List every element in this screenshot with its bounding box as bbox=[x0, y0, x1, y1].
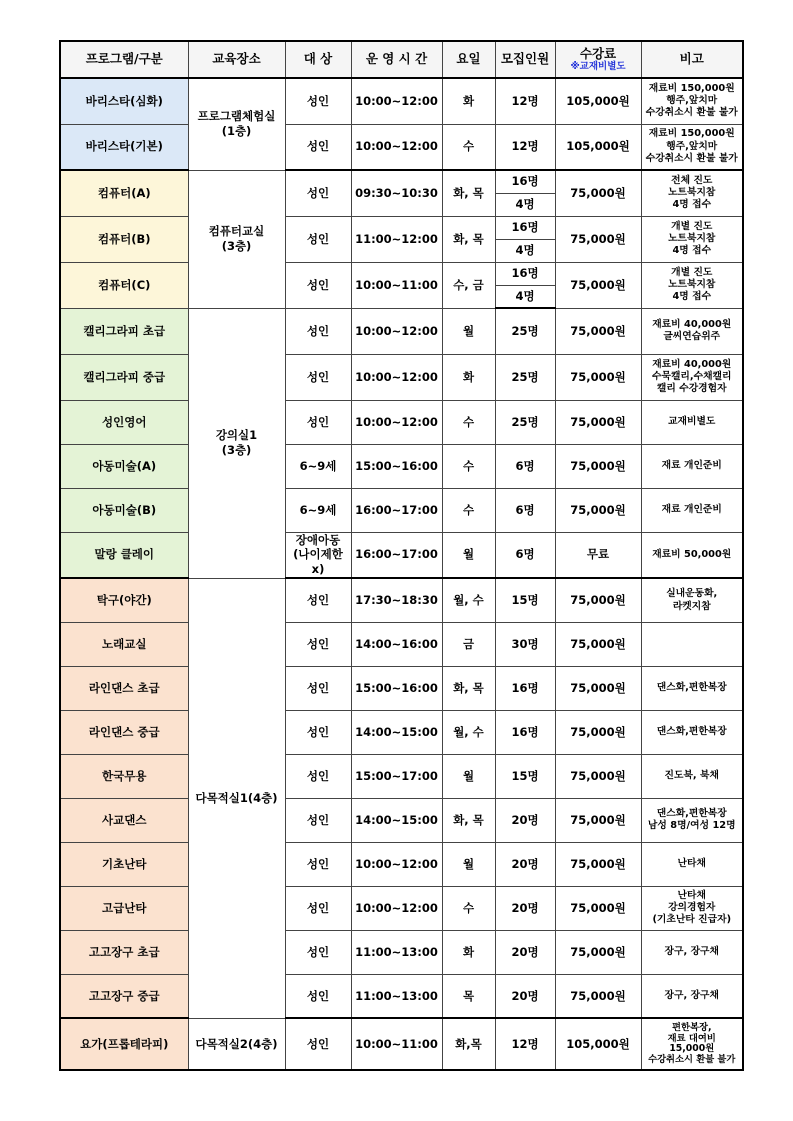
capacity-cell: 12명 bbox=[495, 1018, 555, 1070]
program-name: 컴퓨터(C) bbox=[60, 262, 188, 308]
time-cell: 14:00~15:00 bbox=[351, 798, 442, 842]
table-row bbox=[60, 798, 743, 842]
capacity-cell: 6명 bbox=[495, 532, 555, 578]
table-row bbox=[60, 262, 743, 285]
target-cell: 성인 bbox=[285, 308, 351, 354]
fee-cell: 75,000원 bbox=[555, 754, 641, 798]
day-cell: 화, 목 bbox=[442, 798, 495, 842]
target-cell: 성인 bbox=[285, 170, 351, 216]
header-fee bbox=[555, 41, 641, 78]
table-row bbox=[60, 930, 743, 974]
remarks-cell: 댄스화,편한복장 bbox=[641, 710, 743, 754]
remarks-cell: 재료비 150,000원 행주,앞치마 수강취소시 환불 불가 bbox=[641, 124, 743, 170]
time-cell: 09:30~10:30 bbox=[351, 170, 442, 216]
table-row bbox=[60, 444, 743, 488]
table-header-row bbox=[60, 41, 743, 78]
time-cell: 16:00~17:00 bbox=[351, 488, 442, 532]
fee-cell: 75,000원 bbox=[555, 622, 641, 666]
program-schedule-table bbox=[59, 40, 744, 1071]
time-cell: 14:00~15:00 bbox=[351, 710, 442, 754]
fee-cell: 75,000원 bbox=[555, 578, 641, 622]
target-cell: 성인 bbox=[285, 354, 351, 400]
program-name: 컴퓨터(B) bbox=[60, 216, 188, 262]
target-cell: 성인 bbox=[285, 930, 351, 974]
program-name: 한국무용 bbox=[60, 754, 188, 798]
capacity-cell: 12명 bbox=[495, 124, 555, 170]
remarks-cell: 전체 진도 노트북지참 4명 접수 bbox=[641, 170, 743, 216]
time-cell: 10:00~12:00 bbox=[351, 78, 442, 124]
target-cell: 성인 bbox=[285, 842, 351, 886]
fee-cell: 75,000원 bbox=[555, 710, 641, 754]
capacity-cell: 15명 bbox=[495, 754, 555, 798]
table-row bbox=[60, 754, 743, 798]
day-cell: 화 bbox=[442, 78, 495, 124]
target-cell: 6~9세 bbox=[285, 488, 351, 532]
fee-cell: 75,000원 bbox=[555, 400, 641, 444]
target-cell: 장애아동 (나이제한x) bbox=[285, 532, 351, 578]
target-cell: 성인 bbox=[285, 124, 351, 170]
capacity-cell: 25명 bbox=[495, 400, 555, 444]
fee-cell: 75,000원 bbox=[555, 886, 641, 930]
remarks-cell: 장구, 장구채 bbox=[641, 974, 743, 1018]
table-row bbox=[60, 886, 743, 930]
table-row bbox=[60, 974, 743, 1018]
header-location: 교육장소 bbox=[188, 41, 285, 78]
remarks-cell: 재료비 150,000원 행주,앞치마 수강취소시 환불 불가 bbox=[641, 78, 743, 124]
day-cell: 월, 수 bbox=[442, 578, 495, 622]
day-cell: 월 bbox=[442, 842, 495, 886]
capacity-cell: 16명 bbox=[495, 710, 555, 754]
location-cell: 컴퓨터교실 (3층) bbox=[188, 170, 285, 308]
capacity-cell: 20명 bbox=[495, 886, 555, 930]
day-cell: 수 bbox=[442, 124, 495, 170]
target-cell: 성인 bbox=[285, 78, 351, 124]
day-cell: 화 bbox=[442, 930, 495, 974]
remarks-cell: 교재비별도 bbox=[641, 400, 743, 444]
target-cell: 성인 bbox=[285, 886, 351, 930]
day-cell: 수, 금 bbox=[442, 262, 495, 308]
target-cell: 성인 bbox=[285, 710, 351, 754]
capacity-cell: 20명 bbox=[495, 842, 555, 886]
program-name: 컴퓨터(A) bbox=[60, 170, 188, 216]
remarks-cell: 개별 진도 노트북지참 4명 접수 bbox=[641, 262, 743, 308]
target-cell: 성인 bbox=[285, 974, 351, 1018]
location-cell: 강의실1 (3층) bbox=[188, 308, 285, 578]
capacity-cell: 15명 bbox=[495, 578, 555, 622]
program-name: 요가(프롭테라피) bbox=[60, 1018, 188, 1070]
fee-cell: 무료 bbox=[555, 532, 641, 578]
program-name: 아동미술(B) bbox=[60, 488, 188, 532]
remarks-cell: 댄스화,편한복장 bbox=[641, 666, 743, 710]
program-name: 바리스타(심화) bbox=[60, 78, 188, 124]
capacity-cell: 12명 bbox=[495, 78, 555, 124]
time-cell: 11:00~12:00 bbox=[351, 216, 442, 262]
table-row bbox=[60, 488, 743, 532]
program-name: 고고장구 초급 bbox=[60, 930, 188, 974]
header-day: 요일 bbox=[442, 41, 495, 78]
fee-cell: 105,000원 bbox=[555, 124, 641, 170]
capacity-cell-secondary: 4명 bbox=[495, 285, 555, 308]
day-cell: 수 bbox=[442, 488, 495, 532]
remarks-cell: 실내운동화, 라켓지참 bbox=[641, 578, 743, 622]
capacity-cell: 16명 bbox=[495, 262, 555, 285]
fee-cell: 75,000원 bbox=[555, 488, 641, 532]
time-cell: 15:00~16:00 bbox=[351, 444, 442, 488]
capacity-cell-secondary: 4명 bbox=[495, 239, 555, 262]
fee-cell: 75,000원 bbox=[555, 930, 641, 974]
remarks-cell: 개별 진도 노트북지참 4명 접수 bbox=[641, 216, 743, 262]
remarks-cell: 댄스화,편한복장 남성 8명/여성 12명 bbox=[641, 798, 743, 842]
day-cell: 목 bbox=[442, 974, 495, 1018]
fee-cell: 105,000원 bbox=[555, 1018, 641, 1070]
target-cell: 성인 bbox=[285, 400, 351, 444]
fee-cell: 75,000원 bbox=[555, 974, 641, 1018]
time-cell: 10:00~12:00 bbox=[351, 308, 442, 354]
table-row bbox=[60, 170, 743, 193]
table-row bbox=[60, 666, 743, 710]
fee-cell: 75,000원 bbox=[555, 262, 641, 308]
program-name: 말랑 클레이 bbox=[60, 532, 188, 578]
remarks-cell: 난타채 bbox=[641, 842, 743, 886]
capacity-cell-secondary: 4명 bbox=[495, 193, 555, 216]
table-row bbox=[60, 842, 743, 886]
time-cell: 15:00~16:00 bbox=[351, 666, 442, 710]
target-cell: 6~9세 bbox=[285, 444, 351, 488]
target-cell: 성인 bbox=[285, 622, 351, 666]
header-remarks: 비고 bbox=[641, 41, 743, 78]
day-cell: 금 bbox=[442, 622, 495, 666]
location-cell: 다목적실2(4층) bbox=[188, 1018, 285, 1070]
header-time: 운 영 시 간 bbox=[351, 41, 442, 78]
program-name: 탁구(야간) bbox=[60, 578, 188, 622]
target-cell: 성인 bbox=[285, 666, 351, 710]
fee-cell: 75,000원 bbox=[555, 216, 641, 262]
table-row bbox=[60, 1018, 743, 1070]
fee-cell: 75,000원 bbox=[555, 798, 641, 842]
capacity-cell: 20명 bbox=[495, 930, 555, 974]
time-cell: 17:30~18:30 bbox=[351, 578, 442, 622]
capacity-cell: 30명 bbox=[495, 622, 555, 666]
target-cell: 성인 bbox=[285, 262, 351, 308]
remarks-cell: 재료 개인준비 bbox=[641, 488, 743, 532]
fee-cell: 105,000원 bbox=[555, 78, 641, 124]
program-name: 성인영어 bbox=[60, 400, 188, 444]
fee-cell: 75,000원 bbox=[555, 308, 641, 354]
day-cell: 화, 목 bbox=[442, 170, 495, 216]
day-cell: 화, 목 bbox=[442, 666, 495, 710]
remarks-cell: 재료 개인준비 bbox=[641, 444, 743, 488]
remarks-cell: 재료비 40,000원 글씨연습위주 bbox=[641, 308, 743, 354]
table-row bbox=[60, 532, 743, 578]
table-row bbox=[60, 124, 743, 170]
remarks-cell: 진도북, 북채 bbox=[641, 754, 743, 798]
time-cell: 10:00~12:00 bbox=[351, 886, 442, 930]
header-target: 대 상 bbox=[285, 41, 351, 78]
time-cell: 10:00~11:00 bbox=[351, 1018, 442, 1070]
table-row bbox=[60, 710, 743, 754]
fee-cell: 75,000원 bbox=[555, 170, 641, 216]
remarks-cell: 재료비 50,000원 bbox=[641, 532, 743, 578]
program-name: 캘리그라피 중급 bbox=[60, 354, 188, 400]
target-cell: 성인 bbox=[285, 216, 351, 262]
day-cell: 월 bbox=[442, 754, 495, 798]
table-row bbox=[60, 308, 743, 354]
time-cell: 11:00~13:00 bbox=[351, 930, 442, 974]
table-row bbox=[60, 622, 743, 666]
table-row bbox=[60, 216, 743, 239]
capacity-cell: 20명 bbox=[495, 798, 555, 842]
capacity-cell: 6명 bbox=[495, 488, 555, 532]
program-name: 고급난타 bbox=[60, 886, 188, 930]
time-cell: 16:00~17:00 bbox=[351, 532, 442, 578]
day-cell: 화 bbox=[442, 354, 495, 400]
program-name: 바리스타(기본) bbox=[60, 124, 188, 170]
table-row bbox=[60, 400, 743, 444]
time-cell: 11:00~13:00 bbox=[351, 974, 442, 1018]
time-cell: 10:00~12:00 bbox=[351, 124, 442, 170]
location-cell: 다목적실1(4층) bbox=[188, 578, 285, 1018]
day-cell: 수 bbox=[442, 400, 495, 444]
remarks-cell: 장구, 장구채 bbox=[641, 930, 743, 974]
target-cell: 성인 bbox=[285, 1018, 351, 1070]
time-cell: 10:00~12:00 bbox=[351, 842, 442, 886]
time-cell: 14:00~16:00 bbox=[351, 622, 442, 666]
day-cell: 월 bbox=[442, 532, 495, 578]
time-cell: 10:00~12:00 bbox=[351, 354, 442, 400]
remarks-cell: 편한복장, 재료 대여비 15,000원 수강취소시 환불 불가 bbox=[641, 1018, 743, 1070]
program-name: 노래교실 bbox=[60, 622, 188, 666]
program-name: 라인댄스 초급 bbox=[60, 666, 188, 710]
table-row bbox=[60, 78, 743, 124]
table-row bbox=[60, 578, 743, 622]
day-cell: 월 bbox=[442, 308, 495, 354]
program-name: 기초난타 bbox=[60, 842, 188, 886]
capacity-cell: 25명 bbox=[495, 308, 555, 354]
day-cell: 수 bbox=[442, 886, 495, 930]
time-cell: 10:00~12:00 bbox=[351, 400, 442, 444]
capacity-cell: 20명 bbox=[495, 974, 555, 1018]
day-cell: 화, 목 bbox=[442, 216, 495, 262]
header-program: 프로그램/구분 bbox=[60, 41, 188, 78]
time-cell: 15:00~17:00 bbox=[351, 754, 442, 798]
header-fee-note: ※교재비별도 bbox=[570, 61, 626, 73]
program-name: 사교댄스 bbox=[60, 798, 188, 842]
header-fee-label: 수강료 bbox=[579, 46, 617, 62]
capacity-cell: 25명 bbox=[495, 354, 555, 400]
remarks-cell: 재료비 40,000원 수묵캘리,수채캘리 캘리 수강경험자 bbox=[641, 354, 743, 400]
day-cell: 수 bbox=[442, 444, 495, 488]
capacity-cell: 16명 bbox=[495, 666, 555, 710]
target-cell: 성인 bbox=[285, 754, 351, 798]
capacity-cell: 16명 bbox=[495, 216, 555, 239]
program-name: 캘리그라피 초급 bbox=[60, 308, 188, 354]
capacity-cell: 16명 bbox=[495, 170, 555, 193]
fee-cell: 75,000원 bbox=[555, 354, 641, 400]
program-name: 아동미술(A) bbox=[60, 444, 188, 488]
time-cell: 10:00~11:00 bbox=[351, 262, 442, 308]
day-cell: 화,목 bbox=[442, 1018, 495, 1070]
program-name: 라인댄스 중급 bbox=[60, 710, 188, 754]
location-cell: 프로그램체험실 (1층) bbox=[188, 78, 285, 170]
fee-cell: 75,000원 bbox=[555, 842, 641, 886]
target-cell: 성인 bbox=[285, 798, 351, 842]
remarks-cell: 난타채 강의경험자 (기초난타 진급자) bbox=[641, 886, 743, 930]
day-cell: 월, 수 bbox=[442, 710, 495, 754]
remarks-cell bbox=[641, 622, 743, 666]
capacity-cell: 6명 bbox=[495, 444, 555, 488]
table-row bbox=[60, 354, 743, 400]
fee-cell: 75,000원 bbox=[555, 444, 641, 488]
header-capacity: 모집인원 bbox=[495, 41, 555, 78]
fee-cell: 75,000원 bbox=[555, 666, 641, 710]
target-cell: 성인 bbox=[285, 578, 351, 622]
program-name: 고고장구 중급 bbox=[60, 974, 188, 1018]
